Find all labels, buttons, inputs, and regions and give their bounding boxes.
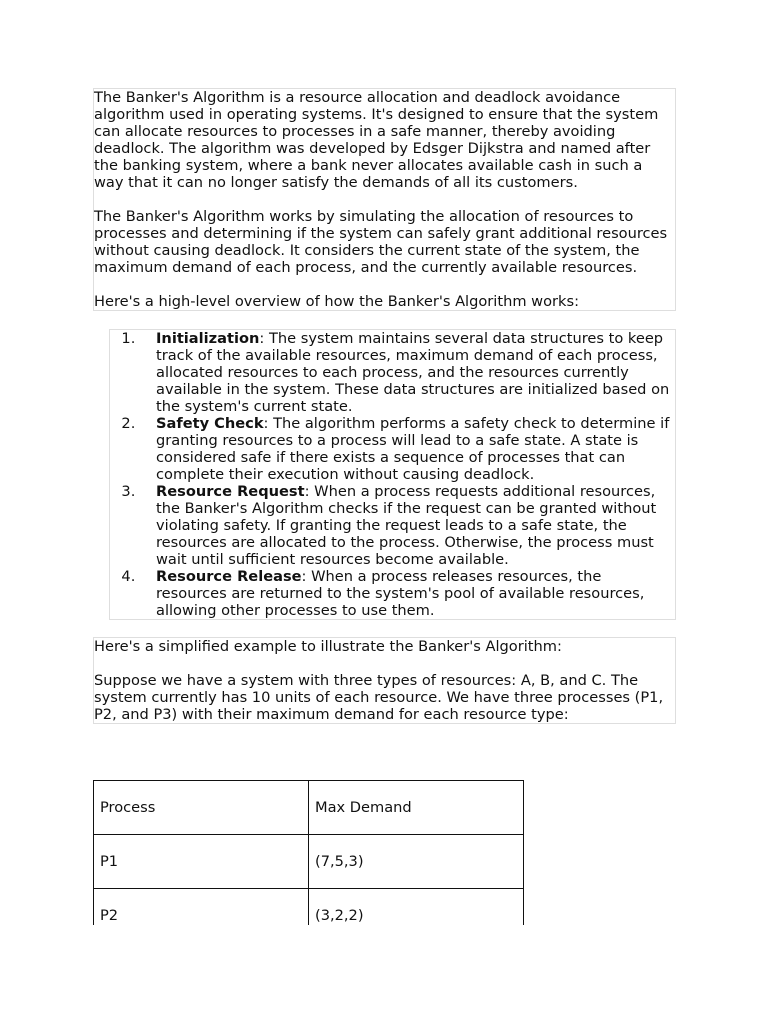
step-title: Initialization <box>156 330 260 347</box>
step-text: : When a process requests additional resources, the Banker's Algorithm checks if the request can be granted without violating safety. If granting the request leads to a safe state, the resources are allocated to the process. Otherwise, the process must wait until sufficient resources become available. <box>156 483 657 568</box>
step-item-resource-request <box>140 483 675 568</box>
table-row <box>94 835 524 889</box>
table-cell: P1 <box>94 835 309 889</box>
intro-paragraph-3: Here's a high-level overview of how the Banker's Algorithm works: <box>94 293 580 310</box>
table-header-cell: Process <box>94 781 309 835</box>
step-text: : The system maintains several data structures to keep track of the available resources, maximum demand of each process, allocated resources to each process, and the resources currently available in the system. These data structures are initialized based on the system's current state. <box>156 330 670 415</box>
step-title: Resource Request <box>156 483 305 500</box>
step-text: : The algorithm performs a safety check to determine if granting resources to a process will lead to a safe state. A state is considered safe if there exists a sequence of processes that can complete their execution without causing deadlock. <box>156 415 670 483</box>
step-item-initialization <box>140 330 675 415</box>
steps-section <box>109 329 676 620</box>
table-header-row <box>94 781 524 835</box>
intro-paragraph-2: The Banker's Algorithm works by simulating the allocation of resources to processes and determining if the system can safely grant additional resources without causing deadlock. It considers the current state of the system, the maximum demand of each process, and the currently available resources. <box>94 208 668 276</box>
step-title: Safety Check <box>156 415 264 432</box>
step-title: Resource Release <box>156 568 302 585</box>
document-body <box>93 88 676 724</box>
intro-paragraph-1: The Banker's Algorithm is a resource allocation and deadlock avoidance algorithm used in operating systems. It's designed to ensure that the system can allocate resources to processes in a safe manner, thereby avoiding deadlock. The algorithm was developed by Edsger Dijkstra and named after the banking system, where a bank never allocates available cash in such a way that it can no longer satisfy the demands of all its customers. <box>94 89 659 191</box>
example-paragraph-1: Here's a simplified example to illustrate the Banker's Algorithm: <box>94 638 562 655</box>
table-header-cell: Max Demand <box>309 781 524 835</box>
example-section <box>93 637 676 724</box>
intro-section <box>93 88 676 311</box>
step-text: : When a process releases resources, the resources are returned to the system's pool of available resources, allowing other processes to use them. <box>156 568 645 619</box>
max-demand-table <box>93 780 524 925</box>
table-row <box>94 889 524 926</box>
table-cell: P2 <box>94 889 309 926</box>
table-cell: (3,2,2) <box>309 889 524 926</box>
step-item-resource-release <box>140 568 675 619</box>
example-paragraph-2: Suppose we have a system with three types of resources: A, B, and C. The system currently has 10 units of each resource. We have three processes (P1, P2, and P3) with their maximum demand for each resource type: <box>94 672 664 723</box>
table-cell: (7,5,3) <box>309 835 524 889</box>
steps-list <box>110 330 675 619</box>
max-demand-table-container <box>93 780 525 925</box>
step-item-safety-check <box>140 415 675 483</box>
